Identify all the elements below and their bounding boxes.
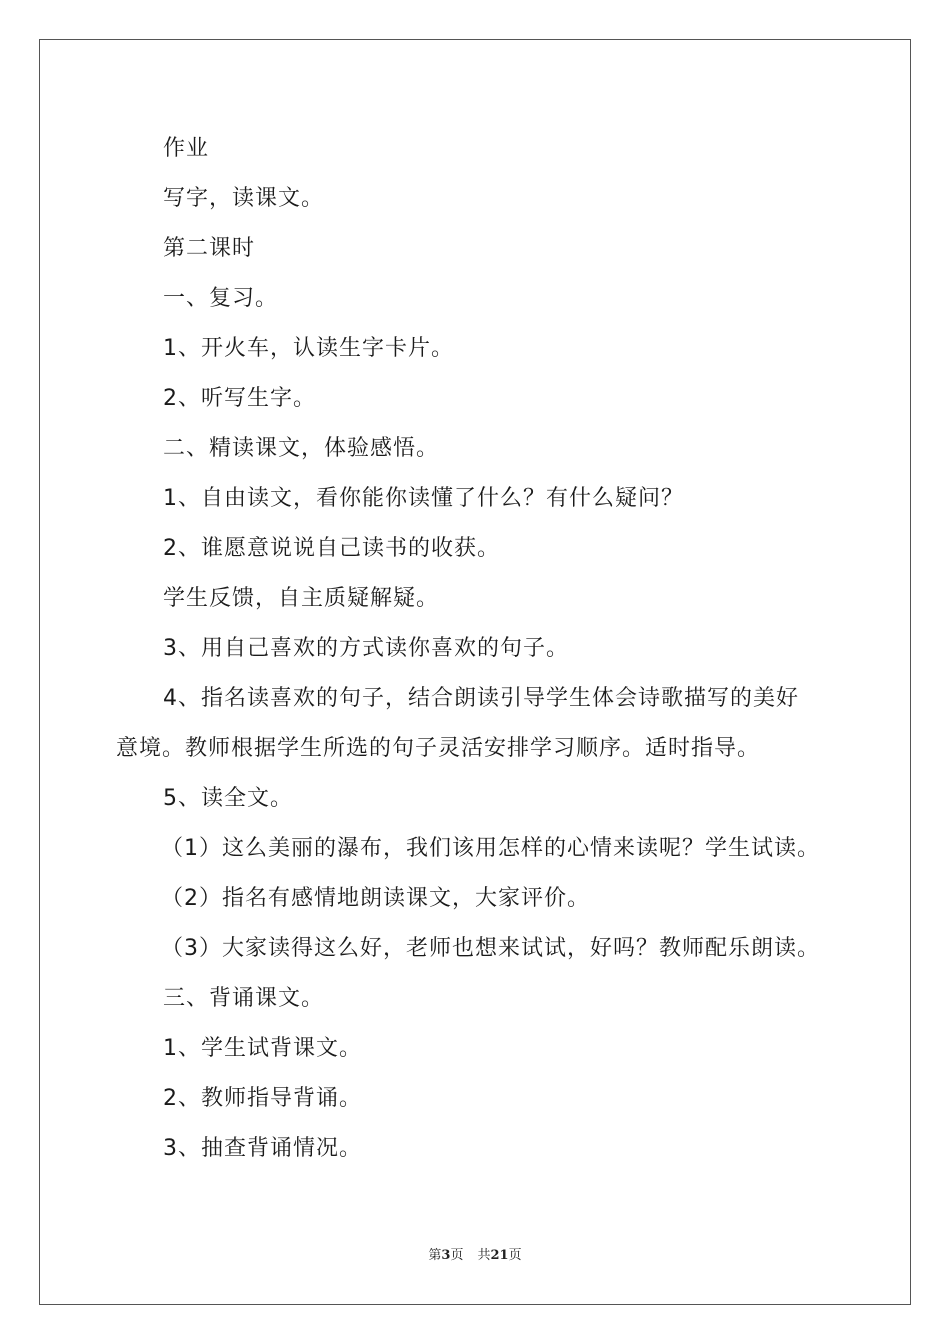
total-suffix: 页 [508, 1248, 522, 1263]
text-line: 5、读全文。 [163, 786, 293, 811]
text-line: 1、学生试背课文。 [163, 1036, 362, 1061]
text-line: 2、谁愿意说说自己读书的收获。 [163, 536, 500, 561]
text-line-section-heading: 一、复习。 [163, 286, 279, 311]
page-total-number: 21 [490, 1248, 509, 1263]
text-line: 学生反馈，自主质疑解疑。 [163, 586, 440, 611]
text-line-section-heading: 二、精读课文，体验感悟。 [163, 436, 440, 461]
text-line: 2、教师指导背诵。 [163, 1086, 362, 1111]
text-line: （2）指名有感情地朗读课文，大家评价。 [161, 886, 590, 911]
text-line: 2、听写生字。 [163, 386, 316, 411]
text-line-section-heading: 三、背诵课文。 [163, 986, 325, 1011]
page-border [39, 39, 911, 1305]
text-line: 1、开火车，认读生字卡片。 [163, 336, 454, 361]
text-line: 写字，读课文。 [163, 186, 325, 211]
page-footer [0, 1246, 950, 1266]
text-line: 1、自由读文，看你能你读懂了什么？有什么疑问？ [163, 486, 684, 511]
text-line: （1）这么美丽的瀑布，我们该用怎样的心情来读呢？学生试读。 [161, 836, 820, 861]
text-line-continuation: 意境。教师根据学生所选的句子灵活安排学习顺序。适时指导。 [116, 736, 761, 761]
page-suffix: 页 [450, 1248, 464, 1263]
text-line: 4、指名读喜欢的句子，结合朗读引导学生体会诗歌描写的美好 [163, 686, 799, 711]
total-prefix: 共 [477, 1248, 491, 1263]
page-prefix: 第 [428, 1248, 442, 1263]
text-line: 3、用自己喜欢的方式读你喜欢的句子。 [163, 636, 569, 661]
text-line: 3、抽查背诵情况。 [163, 1136, 362, 1161]
text-line: （3）大家读得这么好，老师也想来试试，好吗？教师配乐朗读。 [161, 936, 820, 961]
text-line-homework-heading: 作业 [163, 136, 210, 161]
text-line-lesson-heading: 第二课时 [163, 236, 256, 261]
page-current-number: 3 [441, 1248, 451, 1263]
